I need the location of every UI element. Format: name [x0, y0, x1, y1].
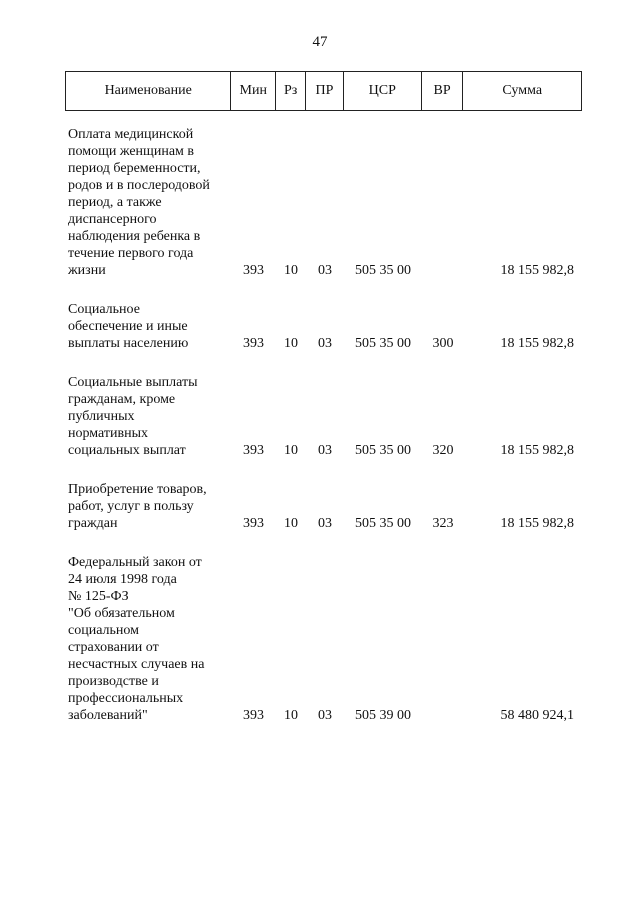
table-row [65, 554, 582, 724]
row-csr: 505 35 00 [355, 263, 411, 278]
table-header [65, 71, 582, 111]
table-row [65, 374, 582, 459]
header-rz: Рз [276, 72, 306, 110]
row-name: Оплата медицинской помощи женщинам в период беременности, родов и в послеродовой период, а также диспансерного наблюдения ребенка в течение первого года жизни [68, 127, 210, 278]
table-row [65, 301, 582, 352]
row-name: Социальные выплаты гражданам, кроме публичных нормативных социальных выплат [68, 375, 198, 458]
row-name: Федеральный закон от 24 июля 1998 года № 125-ФЗ "Об обязательном социальном страховании от несчастных случаев на производстве и профессиональных заболеваний" [68, 555, 205, 723]
table-row [65, 126, 582, 279]
header-csr: ЦСР [344, 72, 422, 110]
row-min: 393 [243, 516, 264, 531]
row-csr: 505 35 00 [355, 443, 411, 458]
row-csr: 505 39 00 [355, 708, 411, 723]
row-rz: 10 [284, 516, 298, 531]
row-vr: 323 [432, 516, 454, 531]
header-name: Наименование [66, 72, 231, 110]
row-min: 393 [243, 443, 264, 458]
row-rz: 10 [284, 263, 298, 278]
header-sum: Сумма [502, 83, 543, 98]
row-csr: 505 35 00 [355, 516, 411, 531]
row-min: 393 [243, 336, 264, 351]
row-rz: 10 [284, 443, 298, 458]
row-sum: 18 155 982,8 [500, 336, 574, 351]
row-pr: 03 [318, 336, 332, 351]
header-min: Мин [231, 72, 276, 110]
row-vr: 300 [432, 336, 454, 351]
row-vr: 320 [432, 443, 454, 458]
row-rz: 10 [284, 708, 298, 723]
row-rz: 10 [284, 336, 298, 351]
row-pr: 03 [318, 708, 332, 723]
row-pr: 03 [318, 443, 332, 458]
row-name: Социальное обеспечение и иные выплаты населению [68, 302, 189, 351]
header-vr: ВР [422, 72, 464, 110]
row-min: 393 [243, 708, 264, 723]
row-name: Приобретение товаров, работ, услуг в пользу граждан [68, 482, 207, 531]
row-min: 393 [243, 263, 264, 278]
row-sum: 18 155 982,8 [500, 443, 574, 458]
row-pr: 03 [318, 263, 332, 278]
table-row [65, 481, 582, 532]
row-sum: 58 480 924,1 [500, 708, 574, 723]
row-sum: 18 155 982,8 [500, 516, 574, 531]
header-pr: ПР [306, 72, 344, 110]
row-sum: 18 155 982,8 [500, 263, 574, 278]
page-number: 47 [312, 34, 328, 50]
row-pr: 03 [318, 516, 332, 531]
table-body [65, 126, 582, 746]
row-csr: 505 35 00 [355, 336, 411, 351]
